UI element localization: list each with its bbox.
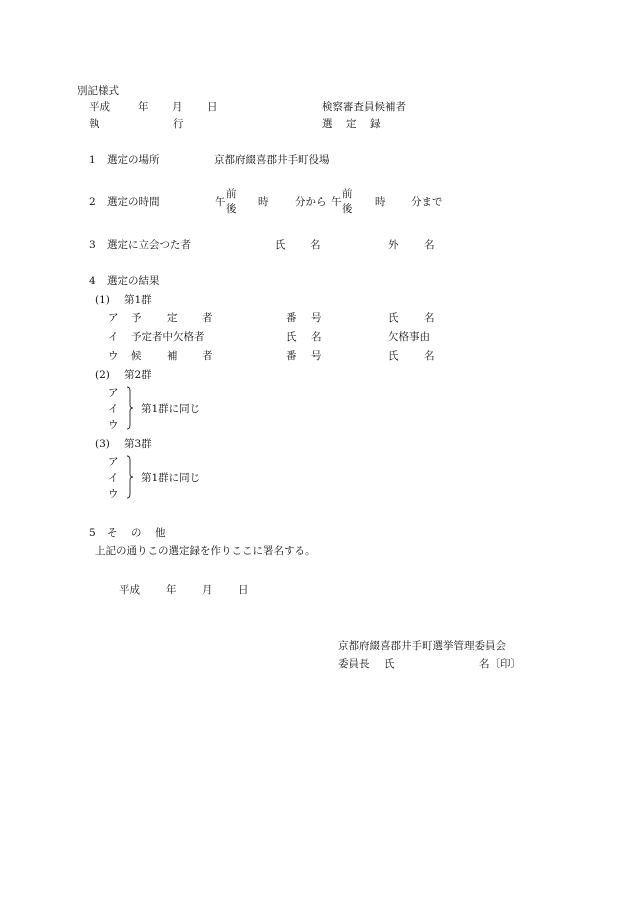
- header-sen: 選: [322, 118, 333, 130]
- group1-row-u-shi: 氏: [388, 350, 399, 362]
- group1-row-a-ban: 番: [286, 312, 297, 324]
- group1-row-i-shi: 氏: [286, 331, 297, 343]
- item1-number: 1: [89, 154, 96, 166]
- item5-so: そ: [107, 527, 118, 539]
- group2-same: 第1群に同じ: [141, 403, 201, 415]
- date-year: 年: [166, 584, 177, 596]
- group1-row-u-ban: 番: [286, 350, 297, 362]
- header-shikko: 執: [89, 118, 100, 130]
- header-heisei: 平成: [89, 101, 110, 113]
- item2-ji-start: 時: [258, 196, 269, 208]
- group3-a: ア: [108, 456, 119, 468]
- date-heisei: 平成: [119, 584, 140, 596]
- header-tei: 定: [346, 118, 357, 130]
- group1-row-u-mei: 名: [424, 350, 435, 362]
- group1-row-a-mei: 名: [424, 312, 435, 324]
- group3-i: イ: [108, 472, 119, 484]
- group2-label: 第2群: [124, 369, 152, 381]
- item2-go-start: 午: [215, 196, 226, 208]
- header-ko: 行: [173, 118, 184, 130]
- signature-shi: 氏: [384, 658, 395, 670]
- group1-label: 第1群: [124, 294, 152, 306]
- item4-number: 4: [89, 275, 96, 287]
- group3-number: (3): [95, 438, 110, 450]
- signature-committee: 京都府綴喜郡井手町選挙管理委員会: [338, 640, 506, 652]
- item2-ato-start: 後: [226, 202, 237, 215]
- group1-row-a-kana: ア: [108, 312, 119, 324]
- item2-from: 分から: [295, 196, 327, 208]
- item3-label: 選定に立会つた者: [107, 239, 191, 251]
- group1-row-u-go: 号: [311, 350, 322, 362]
- group1-row-i-label: 予定者中欠格者: [131, 331, 205, 343]
- item3-mei: 名: [310, 239, 321, 251]
- item4-label: 選定の結果: [107, 275, 160, 287]
- group1-row-a-c2: 定: [167, 312, 178, 324]
- group1-row-i-mei: 名: [311, 331, 322, 343]
- item3-soto: 外: [388, 239, 399, 251]
- group1-row-a-c3: 者: [202, 312, 213, 324]
- item2-ato-end: 後: [342, 202, 353, 215]
- item2-ampm-start: [226, 189, 237, 214]
- signature-chair: 委員長: [338, 658, 370, 670]
- item2-zen-start: 前: [226, 188, 237, 200]
- group1-row-u-c1: 候: [131, 350, 142, 362]
- group2-brace: [126, 386, 133, 430]
- group3-brace: [126, 455, 133, 499]
- item1-value: 京都府綴喜郡井手町役場: [214, 154, 330, 166]
- group1-row-u-c2: 補: [167, 350, 178, 362]
- item2-ji-end: 時: [375, 196, 386, 208]
- group3-u: ウ: [108, 488, 119, 500]
- group1-row-a-c1: 予: [131, 312, 142, 324]
- group3-label: 第3群: [124, 438, 152, 450]
- item2-to: 分まで: [411, 196, 443, 208]
- signature-mei-seal: 名〔印〕: [479, 658, 521, 670]
- group1-row-i-kana: イ: [108, 331, 119, 343]
- item5-statement: 上記の通りこの選定録を作りここに署名する。: [95, 545, 316, 557]
- item5-ta: 他: [155, 527, 166, 539]
- group1-row-i-reason: 欠格事由: [388, 331, 430, 343]
- item3-shi: 氏: [275, 239, 286, 251]
- group1-row-a-shi: 氏: [388, 312, 399, 324]
- group2-i: イ: [108, 403, 119, 415]
- header-roku: 録: [370, 118, 381, 130]
- group1-number: (1): [95, 294, 110, 306]
- header-day: 日: [207, 101, 218, 113]
- date-month: 月: [202, 584, 213, 596]
- item2-go-end: 午: [331, 196, 342, 208]
- group3-same: 第1群に同じ: [141, 472, 201, 484]
- form-label: 別記様式: [77, 85, 119, 97]
- item1-label: 選定の場所: [107, 154, 160, 166]
- item5-no: の: [131, 527, 142, 539]
- group1-row-u-kana: ウ: [108, 350, 119, 362]
- group2-u: ウ: [108, 419, 119, 431]
- item2-ampm-end: [342, 189, 353, 214]
- item3-number: 3: [89, 239, 96, 251]
- date-day: 日: [238, 584, 249, 596]
- group1-row-a-go: 号: [311, 312, 322, 324]
- item2-number: 2: [89, 196, 96, 208]
- group1-row-u-c3: 者: [202, 350, 213, 362]
- header-title: 検察審査員候補者: [322, 101, 406, 113]
- item5-number: 5: [89, 527, 96, 539]
- group2-number: (2): [95, 369, 110, 381]
- group2-a: ア: [108, 387, 119, 399]
- item2-label: 選定の時間: [107, 196, 160, 208]
- header-year: 年: [138, 101, 149, 113]
- item3-mei2: 名: [424, 239, 435, 251]
- header-month: 月: [172, 101, 183, 113]
- item2-zen-end: 前: [342, 188, 353, 200]
